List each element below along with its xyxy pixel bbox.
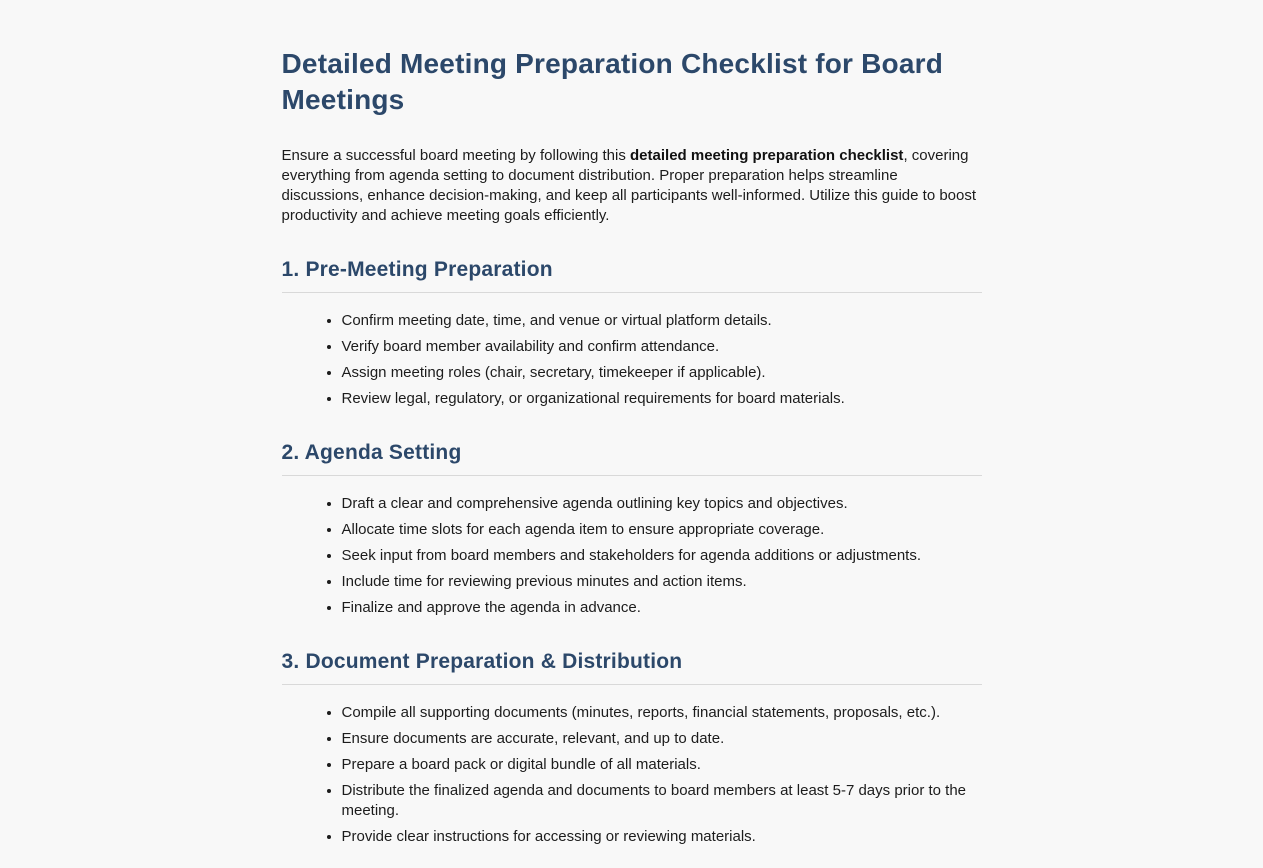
checklist-item: • Confirm meeting date, time, and venue or virtual platform details. bbox=[342, 311, 982, 331]
document-page bbox=[282, 0, 982, 847]
checklist bbox=[282, 311, 982, 409]
checklist-item: • Provide clear instructions for accessing or reviewing materials. bbox=[342, 827, 982, 847]
section-heading: 2. Agenda Setting bbox=[282, 439, 982, 476]
checklist-item: • Ensure documents are accurate, relevant, and up to date. bbox=[342, 729, 982, 749]
section-agenda-setting bbox=[282, 439, 982, 618]
checklist-item: • Finalize and approve the agenda in advance. bbox=[342, 598, 982, 618]
checklist-item: • Distribute the finalized agenda and documents to board members at least 5-7 days prior to the meeting. bbox=[342, 781, 982, 821]
section-heading: 3. Document Preparation & Distribution bbox=[282, 648, 982, 685]
checklist-item: • Seek input from board members and stakeholders for agenda additions or adjustments. bbox=[342, 546, 982, 566]
checklist-item: • Include time for reviewing previous minutes and action items. bbox=[342, 572, 982, 592]
checklist-item: • Compile all supporting documents (minutes, reports, financial statements, proposals, etc.). bbox=[342, 703, 982, 723]
section-pre-meeting-preparation bbox=[282, 256, 982, 409]
page-title: Detailed Meeting Preparation Checklist for Board Meetings bbox=[281, 48, 944, 115]
checklist-item: • Allocate time slots for each agenda item to ensure appropriate coverage. bbox=[342, 520, 982, 540]
checklist bbox=[282, 494, 982, 618]
checklist-item: • Review legal, regulatory, or organizational requirements for board materials. bbox=[342, 389, 982, 409]
checklist-item: • Prepare a board pack or digital bundle of all materials. bbox=[342, 755, 982, 775]
intro-text-bold: detailed meeting preparation checklist bbox=[630, 147, 904, 164]
checklist-item: • Draft a clear and comprehensive agenda outlining key topics and objectives. bbox=[342, 494, 982, 514]
checklist-item: • Verify board member availability and confirm attendance. bbox=[342, 337, 982, 357]
intro-text-post: , covering everything from agenda setting to document distribution. Proper preparation helps streamline discussions, enhance decision-making, and keep all participants well-informed. Utilize this guide to boost productivity and achieve meeting goals efficiently. bbox=[281, 147, 977, 224]
section-document-preparation-distribution bbox=[282, 648, 982, 847]
intro-text-pre: Ensure a successful board meeting by following this bbox=[281, 147, 631, 164]
intro-paragraph bbox=[282, 146, 982, 226]
checklist bbox=[282, 703, 982, 847]
checklist-item: • Assign meeting roles (chair, secretary, timekeeper if applicable). bbox=[342, 363, 982, 383]
section-heading: 1. Pre-Meeting Preparation bbox=[282, 256, 982, 293]
